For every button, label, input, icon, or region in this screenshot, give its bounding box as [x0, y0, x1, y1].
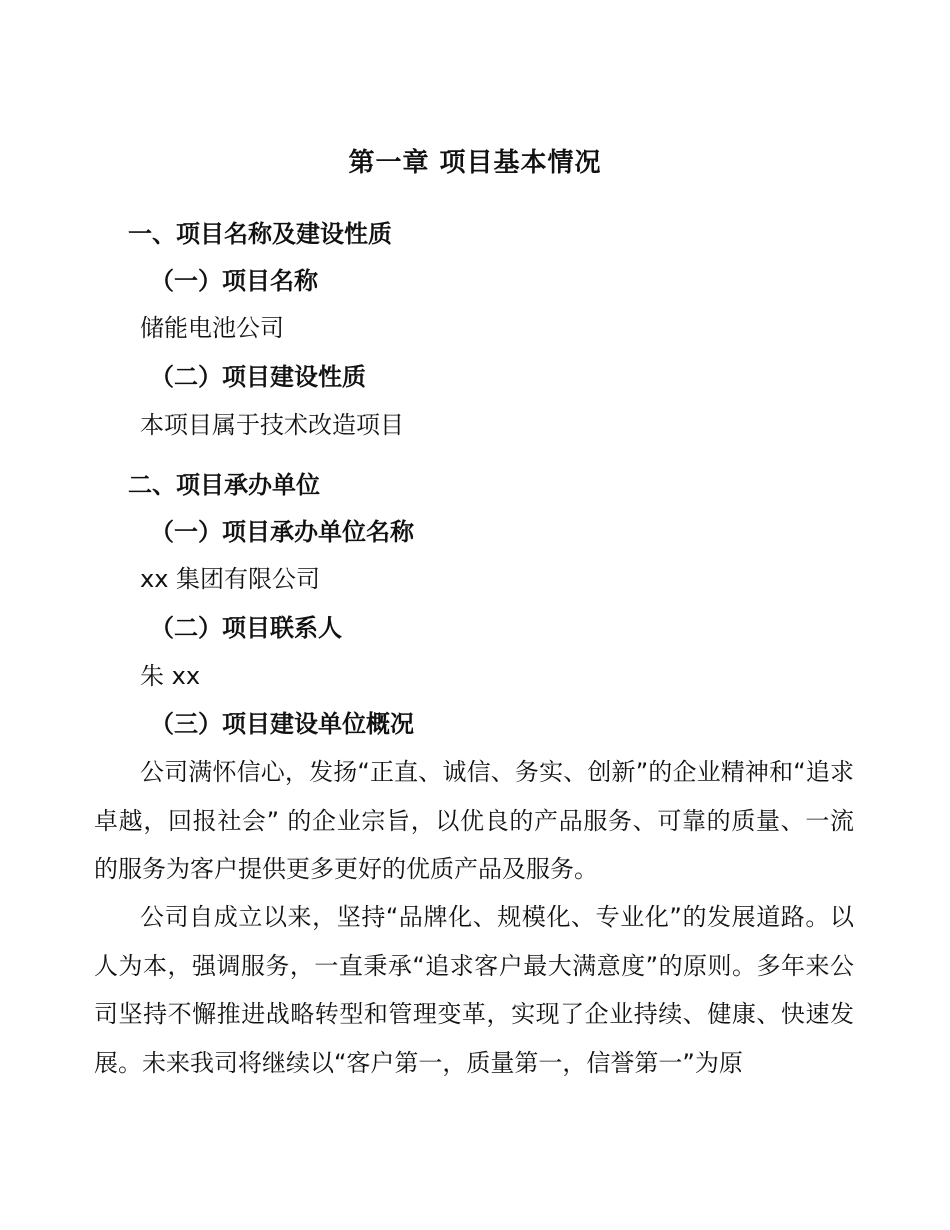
subheading-project-name: （一）项目名称: [150, 267, 318, 295]
chapter-title: 第一章 项目基本情况: [348, 148, 602, 178]
overview-paragraph-1: 公司满怀信心，发扬“正直、诚信、务实、创新”的企业精神和“追求卓越，回报社会” 的企业宗旨，以优良的产品服务、可靠的质量、一流的服务为客户提供更多更好的优质产品及服务。: [94, 758, 854, 883]
subheading-unit-overview: （三）项目建设单位概况: [150, 710, 414, 738]
section-heading-project-name: 一、项目名称及建设性质: [128, 220, 392, 248]
project-nature-text: 本项目属于技术改造项目: [140, 411, 404, 439]
subheading-contact-person: （二）项目联系人: [150, 614, 342, 642]
overview-paragraph-2: 公司自成立以来，坚持“品牌化、规模化、专业化”的发展道路。以人为本，强调服务，一直秉承“追求客户最大满意度”的原则。多年来公司坚持不懈推进战略转型和管理变革，实现了企业持续、健康、快速发展。未来我司将继续以“客户第一，质量第一，信誉第一”为原: [94, 903, 854, 1077]
section-heading-undertaking-unit: 二、项目承办单位: [128, 471, 320, 499]
contact-person-text: 朱 xx: [140, 662, 201, 690]
unit-name-text: xx 集团有限公司: [140, 565, 321, 593]
subheading-unit-name: （一）项目承办单位名称: [150, 518, 414, 546]
project-name-text: 储能电池公司: [140, 314, 284, 342]
subheading-project-nature: （二）项目建设性质: [150, 363, 366, 391]
